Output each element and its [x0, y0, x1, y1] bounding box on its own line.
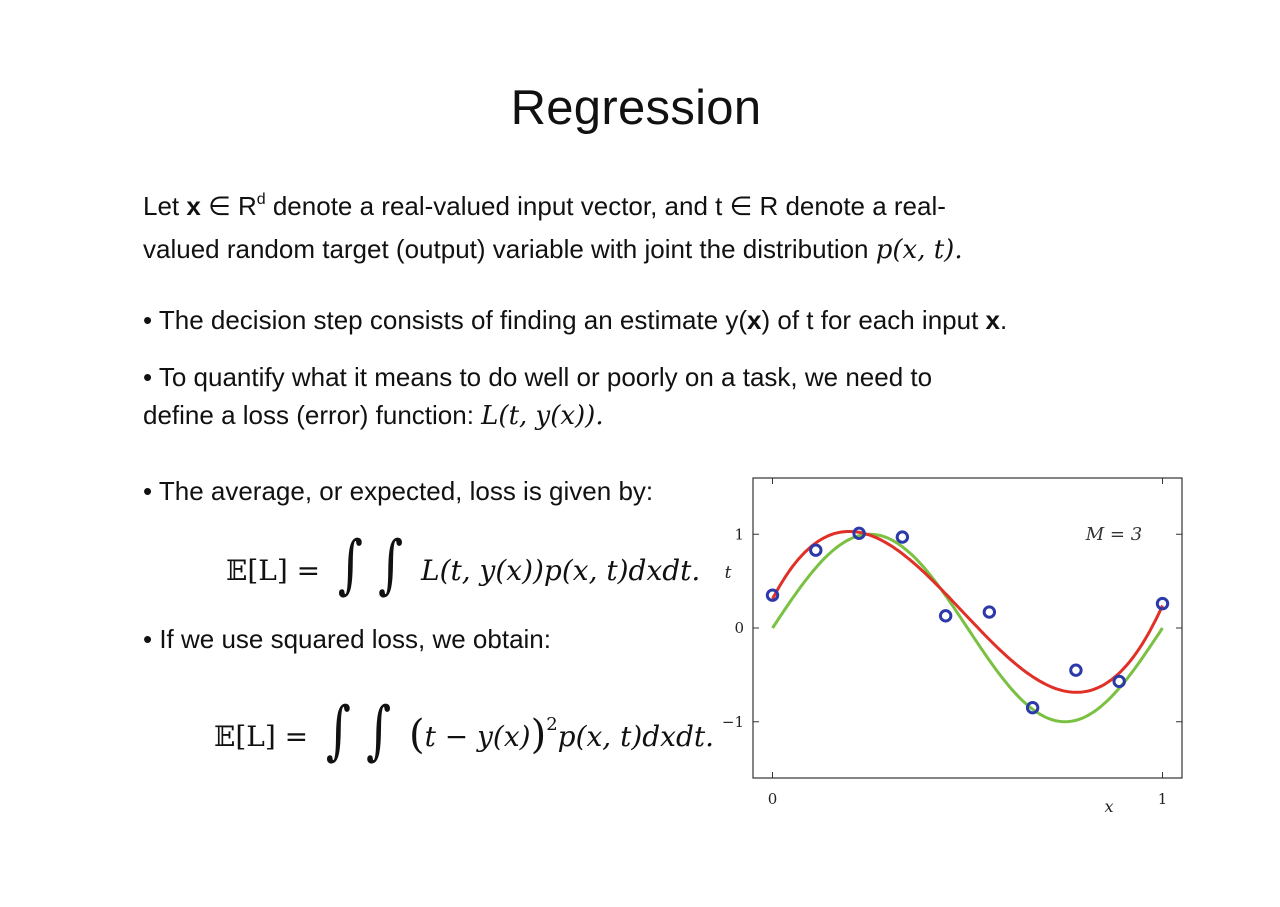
- chart-layer: [722, 478, 1182, 816]
- data-point: [1071, 665, 1081, 675]
- regression-fit-chart: [720, 470, 1200, 820]
- eq2-close-paren: ): [530, 712, 547, 758]
- eq1-lhs: 𝔼[L] =: [226, 554, 330, 587]
- bullet1-text-1: • The decision step consists of finding an estimate y(: [143, 305, 748, 335]
- data-point: [940, 611, 950, 621]
- data-point: [897, 532, 907, 542]
- eq2-exponent: 2: [546, 714, 558, 735]
- polynomial-fit-curve: [773, 532, 1163, 693]
- bullet-squared-loss: • If we use squared loss, we obtain:: [143, 624, 551, 654]
- intro-text-1: Let: [143, 191, 187, 221]
- bullet2-line-2: define a loss (error) function:: [143, 400, 482, 430]
- eq2-rhs: p(x, t)dxdt.: [557, 720, 715, 753]
- eq1-rhs: L(t, y(x))p(x, t)dxdt.: [412, 554, 701, 587]
- intro-line-2: [143, 230, 963, 269]
- dimension-superscript: d: [256, 191, 266, 208]
- bullet-expected-loss: • The average, or expected, loss is given by:: [143, 476, 654, 506]
- intro-paragraph: [143, 187, 963, 269]
- y-tick-label: −1: [721, 712, 744, 731]
- slide-title: Regression: [510, 81, 762, 135]
- eq2-inner: t − y(x): [424, 720, 531, 753]
- intro-text-3: denote a real-valued input vector, and t ∈ R denote a real-: [265, 191, 946, 221]
- x-axis-label: x: [1104, 797, 1114, 816]
- eq2-double-integral: ∫ ∫: [325, 694, 392, 768]
- x-tick-label: 1: [1157, 790, 1168, 808]
- joint-distribution-math: p(x, t).: [875, 235, 963, 265]
- bullet1-text-3: .: [1000, 305, 1008, 335]
- data-point: [984, 607, 994, 617]
- eq2-lhs: 𝔼[L] =: [214, 720, 318, 753]
- bullet1-x-symbol-2: x: [985, 305, 1000, 335]
- y-tick-label: 0: [734, 619, 744, 637]
- data-point: [1114, 676, 1124, 686]
- eq1-double-integral: ∫ ∫: [337, 528, 404, 602]
- x-tick-label: 0: [767, 790, 778, 808]
- expected-loss-equation: [226, 522, 701, 602]
- loss-function-math: L(t, y(x)).: [481, 401, 604, 431]
- bullet2-line-1: • To quantify what it means to do well or poorly on a task, we need to: [143, 362, 933, 392]
- input-vector-symbol: x: [186, 191, 201, 221]
- model-order-annotation: M = 3: [1085, 524, 1143, 545]
- y-axis-label: t: [724, 563, 732, 583]
- intro-line-1: [143, 187, 963, 230]
- true-function-curve: [773, 534, 1163, 722]
- squared-loss-equation: [214, 688, 715, 768]
- intro-text-2: ∈ R: [200, 191, 257, 221]
- bullet1-x-symbol: x: [747, 305, 762, 335]
- y-tick-label: 1: [734, 525, 744, 544]
- bullet1-text-2: ) of t for each input: [761, 305, 986, 335]
- bullet-decision-step: [143, 301, 1007, 339]
- bullet-loss-function: [143, 358, 932, 435]
- eq2-open-paren: (: [408, 712, 425, 758]
- intro-text-4: valued random target (output) variable with joint the distribution: [143, 234, 876, 264]
- data-point: [811, 545, 821, 555]
